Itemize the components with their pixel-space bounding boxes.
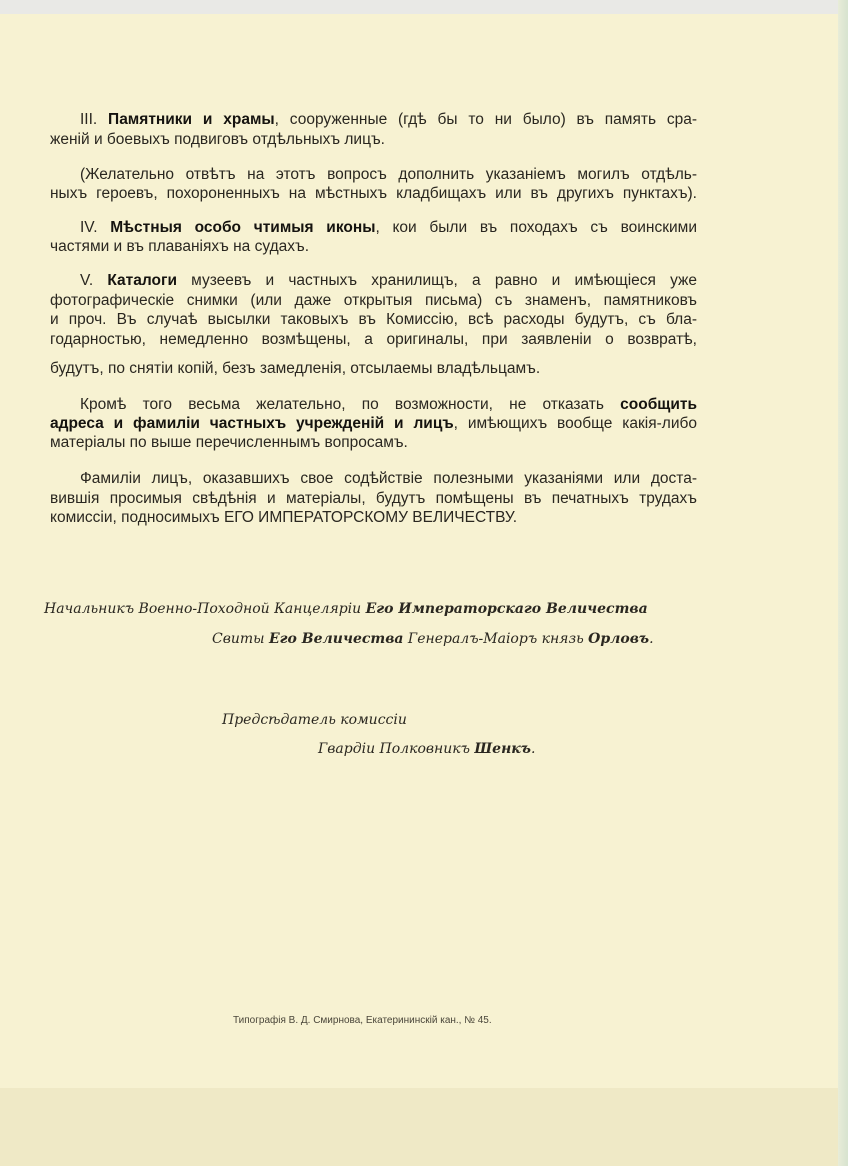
text-segment: , кои были въ походахъ съ воинскими <box>375 219 697 236</box>
signature-line <box>318 741 535 757</box>
text-segment: Свиты <box>212 631 270 647</box>
paragraph-6-line <box>50 509 517 527</box>
text-segment: Фамиліи лицъ, оказавшихъ свое содѣйствіе полезными указаніями или доста- <box>80 470 697 487</box>
signature-line <box>44 601 648 617</box>
text-segment: ныхъ героевъ, похороненныхъ на мѣстныхъ кладбищахъ или въ другихъ пунктахъ). <box>50 185 697 202</box>
paragraph-1-line <box>80 111 697 129</box>
text-segment: V. <box>80 272 108 289</box>
text-segment: женій и боевыхъ подвиговъ отдѣльныхъ лицъ. <box>50 131 385 148</box>
bold-text: сообщить <box>620 396 697 413</box>
text-segment: и проч. Въ случаѣ высылки таковыхъ въ Комиссію, всѣ расходы будутъ, съ бла- <box>50 311 697 328</box>
signature-line <box>222 712 407 728</box>
paragraph-4-line <box>50 311 697 329</box>
page-bottom-shade <box>0 1088 840 1166</box>
text-segment: фотографическіе снимки (или даже открытыя письма) съ знаменъ, памятниковъ <box>50 292 697 309</box>
text-segment: годарностью, немедленно возмѣщены, а оригиналы, при заявленіи о возвратѣ, <box>50 331 697 348</box>
text-segment: . <box>649 631 654 647</box>
text-segment: музеевъ и частныхъ хранилищъ, а равно и имѣющіеся уже <box>176 272 697 289</box>
paragraph-4-line <box>50 292 697 310</box>
bold-text: Шенкъ <box>474 741 531 757</box>
text-segment: , сооруженные (гдѣ бы то ни было) въ память сра- <box>274 111 697 128</box>
paragraph-5-line <box>50 415 697 433</box>
bold-text: Его Величества <box>269 631 404 647</box>
text-segment: комиссіи, подносимыхъ ЕГО ИМПЕРАТОРСКОМУ ВЕЛИЧЕСТВУ. <box>50 509 518 526</box>
signature-line <box>212 631 654 647</box>
paragraph-1-line <box>50 131 385 149</box>
bold-text: Его Императорскаго Величества <box>365 601 648 617</box>
paragraph-6-line <box>50 490 697 508</box>
bold-text: адреса и фамиліи частныхъ учрежденій и лицъ <box>50 415 454 432</box>
text-segment: III. <box>80 111 109 128</box>
paragraph-4-line <box>50 360 540 378</box>
paragraph-3-line <box>80 219 697 237</box>
bold-text: Памятники и храмы <box>108 111 275 128</box>
text-segment: Начальникъ Военно-Походной Канцеляріи <box>44 601 366 617</box>
text-segment: . <box>530 741 536 757</box>
bold-text: Каталоги <box>107 272 177 289</box>
text-segment: частями и въ плаваніяхъ на судахъ. <box>50 238 309 255</box>
bold-text: Орловъ <box>588 631 650 647</box>
text-segment: Предсѣдатель комиссіи <box>222 712 407 728</box>
text-segment: матеріалы по выше перечисленнымъ вопросамъ. <box>50 434 408 451</box>
paragraph-6-line <box>80 470 697 488</box>
paragraph-5-line <box>80 396 697 414</box>
printer-imprint: Типографія В. Д. Смирнова, Екатерининскій кан., № 45. <box>233 1015 492 1026</box>
text-segment: Кромѣ того весьма желательно, по возможности, не отказать <box>80 396 621 413</box>
text-segment: Генералъ-Маіоръ князь <box>403 631 589 647</box>
paragraph-2-line <box>50 185 697 203</box>
paragraph-5-line <box>50 434 408 452</box>
text-segment: Гвардіи Полковникъ <box>318 741 475 757</box>
paragraph-2-line <box>80 166 697 184</box>
paragraph-4-line <box>80 272 697 290</box>
text-segment: (Желательно отвѣтъ на этотъ вопросъ дополнить указаніемъ могилъ отдѣль- <box>80 166 697 183</box>
text-segment: , имѣющихъ вообще какія-либо <box>453 415 697 432</box>
page-edge <box>838 0 848 1166</box>
text-segment: будутъ, по снятіи копій, безъ замедленія, отсылаемы владѣльцамъ. <box>50 360 541 377</box>
text-segment: IV. <box>80 219 111 236</box>
text-segment: вившія просимыя свѣдѣнія и матеріалы, будутъ помѣщены въ печатныхъ трудахъ <box>50 490 697 507</box>
bold-text: Мѣстныя особо чтимыя иконы <box>110 219 376 236</box>
paragraph-4-line <box>50 331 697 349</box>
paragraph-3-line <box>50 238 309 256</box>
